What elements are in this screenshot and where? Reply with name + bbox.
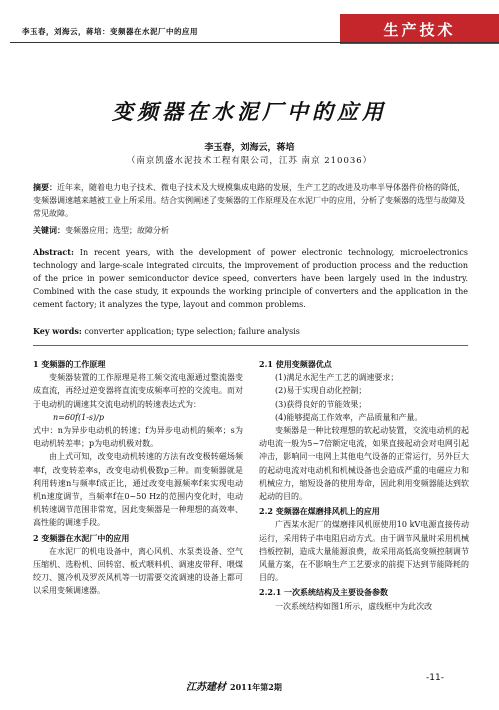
abstract-en [33,246,468,311]
article-title: 变频器在水泥厂中的应用 [112,99,387,124]
section-heading-1: 1 变频器的工作原理 [33,359,106,369]
abstract-cn-text: 近年来，随着电力电子技术、微电子技术及大规模集成电路的发展，生产工艺的改进及功率半导体器件价格的降低，变频器调速越来越被工业上所采用。结合实例阐述了变频器的工作原理及在水泥厂中的应用，分析了变频器的选型与故障及常见故障。 [33,183,465,218]
journal-footer [186,678,282,693]
abstract-en-label: Abstract: [33,247,74,257]
keywords-en-text: converter application; type selection; failure analysis [84,327,300,336]
abstract-cn-label: 摘要： [33,182,57,192]
keywords-en [33,325,468,338]
article-authors: 李玉春，刘海云，蒋培 [204,143,295,153]
section-heading-2-2: 2.2 变频器在煤磨排风机上的应用 [259,506,380,517]
section-heading-2-1: 2.1 使用变频器优点 [259,359,332,369]
paragraph: 变频器装置的工作原理是将工频交流电源通过整流器变成直流，再经过逆变器将直流变成频率可控的交流电。而对于电动机的调速其交流电动机的转速表达式为： [33,373,243,409]
list-item: (4)能够提高工作效率，产品质量和产量。 [275,412,423,422]
paragraph: 一次系统结构如图1所示，虚线框中为此次改 [275,601,433,611]
list-item: (3)获得良好的节能效果； [275,399,367,409]
keywords-cn-label: 关键词： [33,225,65,235]
page-number: -11- [426,673,444,683]
left-column [33,356,243,598]
list-item: (2)易于实现自动化控制； [275,386,367,396]
keywords-cn-text: 变频器应用；选型；故障分析 [65,226,169,235]
article-affiliation: （南京凯盛水泥技术工程有限公司，江苏 南京 210036） [126,156,373,166]
speed-formula: n=60f(1-s)/p [53,412,104,422]
list-item: (1)满足水泥生产工艺的调速要求； [275,373,399,383]
journal-name: 江苏建材 [186,682,226,693]
paragraph: 由上式可知，改变电动机转速的方法有改变极转磁场频率f，改变转差率s，改变电动机极数p三种。而变频器就是利用转速n与频率f成正比，通过改变电源频率f来实现电动机n速度调节，当频率f在0~50 Hz的范围内变化时，电动机转速调节范围非常宽，因此变频器是一种理想的高效率、高性能的调速手段。 [33,452,243,528]
paragraph: 在水泥厂的机电设备中，离心风机、水泵类设备、空气压缩机、选粉机、回转窑、板式喂料机、调速皮带秤、喂煤绞刀、篦冷机及罗茨风机等一切需要交流调速的设备上都可以采用变频调速器。 [33,546,243,596]
abstract-separator [33,345,468,346]
paragraph: 变频器是一种比较理想的软起动装置，交流电动机的起动电流一般为5~7倍额定电流，如果直接起动会对电网引起冲击，影响同一电网上其他电气设备的正常运行，另外巨大的起动电流对电动机和机械设备也会造成严重的电磁应力和机械应力，缩短设备的使用寿命，因此利用变频器能达到软起动的目的。 [259,426,469,502]
header-rule [10,42,499,43]
section-heading-2-2-1: 2.2.1 一次系统结构及主要设备参数 [259,587,389,598]
abstract-cn [33,181,468,220]
section-heading-2: 2 变频器在水泥厂中的应用 [33,532,130,543]
right-column [259,356,469,613]
running-head: 李玉春，刘海云，蒋培：变频器在水泥厂中的应用 [22,27,198,36]
journal-issue: 2011年第2期 [230,682,282,692]
section-tab: 生产技术 [340,14,499,44]
paragraph: 广西某水泥厂的煤磨排风机原使用10 kV电源直接传动运行，采用转子串电阻启动方式。由于调节风量时采用机械挡板控制，造成大量能源浪费，故采用高低高变频控制调节风量方案，在不影响生产工艺要求的前提下达到节能降耗的目的。 [259,520,469,583]
abstract-en-text: In recent years, with the development of power electronic technology, microelectronics technology and large-scale integrated circuits, the improvement of production process and the reduction of the price in power semiconductor device speed, converters have been largely used in the industry. Combined with the case study, it expounds the working principle of converters and the application in the cement factory; it analyzes the type, layout and common problems. [33,248,469,309]
keywords-cn [33,224,468,237]
paragraph: 式中：n为异步电动机的转速；f为异步电动机的频率；s为电动机转差率；p为电动机极对数。 [33,426,243,449]
keywords-en-label: Key words: [33,326,82,336]
